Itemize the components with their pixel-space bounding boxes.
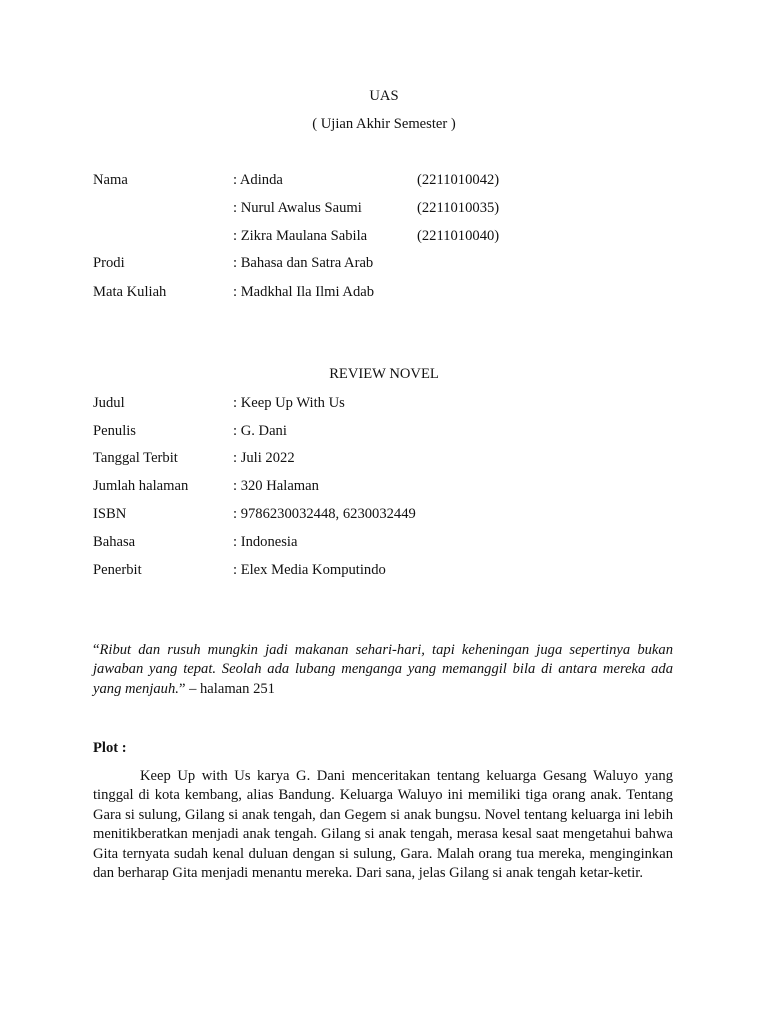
- identity-value: : Adinda: [233, 172, 283, 188]
- review-value: : G. Dani: [233, 423, 287, 439]
- student-id: (2211010042): [417, 172, 500, 188]
- doc-subtitle: ( Ujian Akhir Semester ): [312, 116, 456, 132]
- doc-title: UAS: [369, 88, 399, 104]
- plot-paragraph: Keep Up with Us karya G. Dani menceritakan tentang keluarga Gesang Waluyo yang tinggal di kota kembang, alias Bandung. Keluarga Waluyo ini memiliki tiga orang anak. Tentang Gara si sulung, Gilang si anak tengah, dan Gegem si anak bungsu. Novel tentang keluarga ini lebih menitikberatkan menjadi anak tengah. Gilang si anak tengah, merasa kesal saat mengetahui bahwa Gita ternyata sudah kenal duluan dengan si sulung, Gara. Malah orang tua mereka, menginginkan dan berharap Gita menjadi menantu mereka. Dari sana, jelas Gilang si anak tengah ketar-ketir.: [93, 768, 673, 882]
- student-id: (2211010040): [417, 228, 500, 244]
- identity-value: : Bahasa dan Satra Arab: [233, 255, 374, 271]
- review-label: ISBN: [93, 506, 127, 522]
- quote-source: ” – halaman 251: [178, 680, 275, 697]
- review-value: : 320 Halaman: [233, 478, 319, 494]
- review-value: : 9786230032448, 6230032449: [233, 506, 416, 522]
- review-value: : Juli 2022: [233, 450, 295, 466]
- review-value: : Elex Media Komputindo: [233, 562, 386, 578]
- student-id: (2211010035): [417, 200, 500, 216]
- review-label: Tanggal Terbit: [93, 450, 178, 466]
- review-label: Judul: [93, 395, 125, 411]
- review-heading: REVIEW NOVEL: [329, 366, 439, 382]
- review-label: Jumlah halaman: [93, 478, 189, 494]
- identity-value: : Madkhal Ila Ilmi Adab: [233, 284, 375, 300]
- review-value: : Indonesia: [233, 534, 298, 550]
- review-label: Penulis: [93, 423, 136, 439]
- identity-label: Nama: [93, 172, 128, 188]
- book-quote: [93, 641, 673, 699]
- identity-value: : Nurul Awalus Saumi: [233, 200, 362, 216]
- identity-value: : Zikra Maulana Sabila: [233, 228, 368, 244]
- plot-heading: Plot :: [93, 740, 127, 756]
- quote-text: Ribut dan rusuh mungkin jadi makanan sehari-hari, tapi keheningan juga sepertinya bukan jawaban yang tepat. Seolah ada lubang menganga yang memanggil bila di antara mereka ada yang menjauh.: [93, 642, 673, 697]
- review-label: Bahasa: [93, 534, 136, 550]
- review-label: Penerbit: [93, 562, 142, 578]
- review-value: : Keep Up With Us: [233, 395, 345, 411]
- identity-label: Prodi: [93, 255, 125, 271]
- identity-label: Mata Kuliah: [93, 284, 167, 300]
- quote-open-mark: “: [93, 642, 100, 658]
